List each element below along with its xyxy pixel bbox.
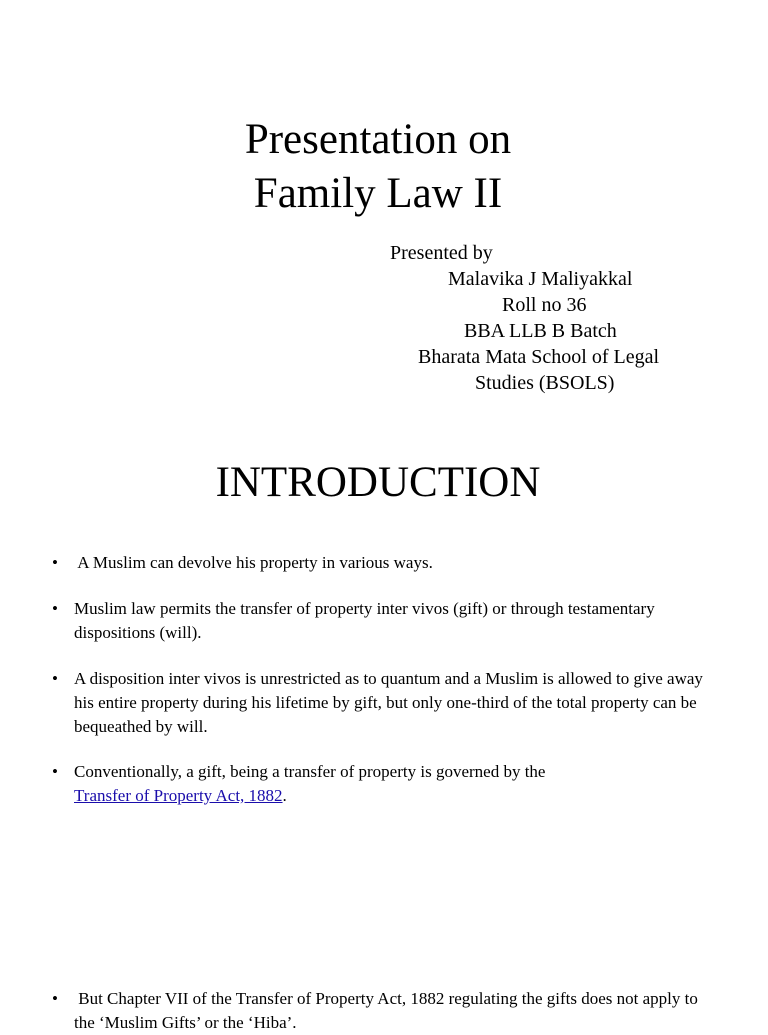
presenter-label: Presented by [390,242,493,264]
bullet-marker: • [52,669,58,688]
bullet-marker: • [52,989,58,1008]
section-heading: INTRODUCTION [215,459,541,506]
bullet-text-lead: Conventionally, a gift, being a transfer of property is governed by the [74,762,546,781]
bullet-marker: • [52,553,58,572]
bullet-text: But Chapter VII of the Transfer of Property Act, 1882 regulating the gifts does not apply to the ‘Muslim Gifts’ or the ‘Hiba’. [74,989,703,1032]
bullet-item [52,551,722,575]
bullet-text [74,760,722,808]
bullet-marker: • [52,762,58,781]
transfer-of-property-act-link[interactable]: Transfer of Property Act, 1882 [74,786,283,805]
bullet-item [52,597,722,645]
bullet-text: A Muslim can devolve his property in various ways. [74,553,433,572]
presenter-roll: Roll no 36 [502,294,587,316]
presenter-school-line-2: Studies (BSOLS) [475,372,615,394]
bullet-text-end: . [282,786,287,805]
bullet-item [52,760,722,808]
title-line-1: Presentation on [244,116,512,163]
bullet-text: Muslim law permits the transfer of property inter vivos (gift) or through testamentary dispositions (will). [74,599,655,642]
bullet-marker: • [52,599,58,618]
bullet-item [52,667,722,739]
presenter-name: Malavika J Maliyakkal [448,268,633,290]
presenter-school-line-1: Bharata Mata School of Legal [418,346,660,368]
bullet-text: A disposition inter vivos is unrestricted as to quantum and a Muslim is allowed to give away his entire property during his lifetime by gift, but only one-third of the total property can be bequeathed by will. [74,669,703,736]
bullet-item [52,987,722,1035]
title-line-2: Family Law II [253,170,503,217]
presenter-batch: BBA LLB B Batch [464,320,617,342]
